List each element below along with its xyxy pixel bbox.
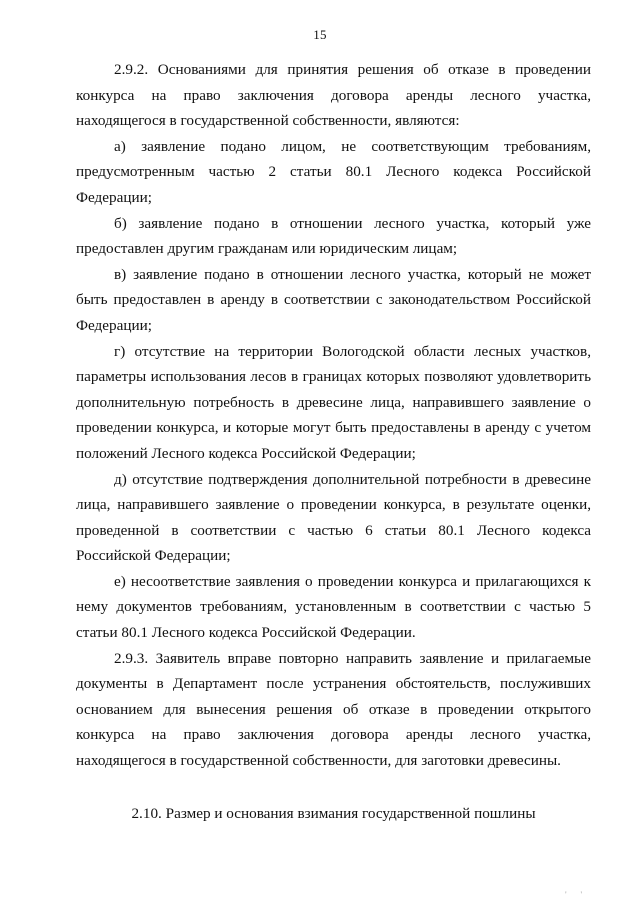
list-item-g: г) отсутствие на территории Вологодской области лесных участков, параметры использования лесов в границах которых позволяют удовлетворить дополнительную потребность в древесине лица, направившего заявление о проведении конкурса, и которые могут быть предоставлены в аренду с учетом положений Лесного кодекса Российской Федерации; [76, 342, 591, 462]
document-body [76, 57, 591, 774]
list-item-a: а) заявление подано лицом, не соответствующим требованиям, предусмотренным частью 2 статьи 80.1 Лесного кодекса Российской Федерации; [76, 137, 591, 206]
page-number: 15 [313, 27, 327, 42]
section-heading: 2.10. Размер и основания взимания государственной пошлины [131, 805, 536, 822]
list-item-b: б) заявление подано в отношении лесного участка, который уже предоставлен другим гражданам или юридическим лицам; [76, 214, 591, 258]
paragraph-2-9-2: 2.9.2. Основаниями для принятия решения об отказе в проведении конкурса на право заключения договора аренды лесного участка, находящегося в государственной собственности, являются: [76, 61, 591, 130]
paragraph-2-9-3: 2.9.3. Заявитель вправе повторно направить заявление и прилагаемые документы в Департамент после устранения обстоятельств, послуживших основанием для вынесения решения об отказе в проведении открытого конкурса на право заключения договора аренды лесного участка, находящегося в государственной собственности, для заготовки древесины. [76, 649, 591, 770]
list-item-d: д) отсутствие подтверждения дополнительной потребности в древесине лица, направившего заявление о проведении конкурса, в результате оценки, проведенной в соответствии с частью 6 статьи 80.1 Лесного кодекса Российской Федерации; [76, 470, 591, 565]
list-item-v: в) заявление подано в отношении лесного участка, который не может быть предоставлен в аренду в соответствии с законодательством Российской Федерации; [76, 265, 591, 334]
scan-corner-marks: ' ' [565, 890, 588, 899]
list-item-e: е) несоответствие заявления о проведении конкурса и прилагающихся к нему документов требованиям, установленным в соответствии с частью 5 статьи 80.1 Лесного кодекса Российской Федерации. [76, 572, 591, 642]
